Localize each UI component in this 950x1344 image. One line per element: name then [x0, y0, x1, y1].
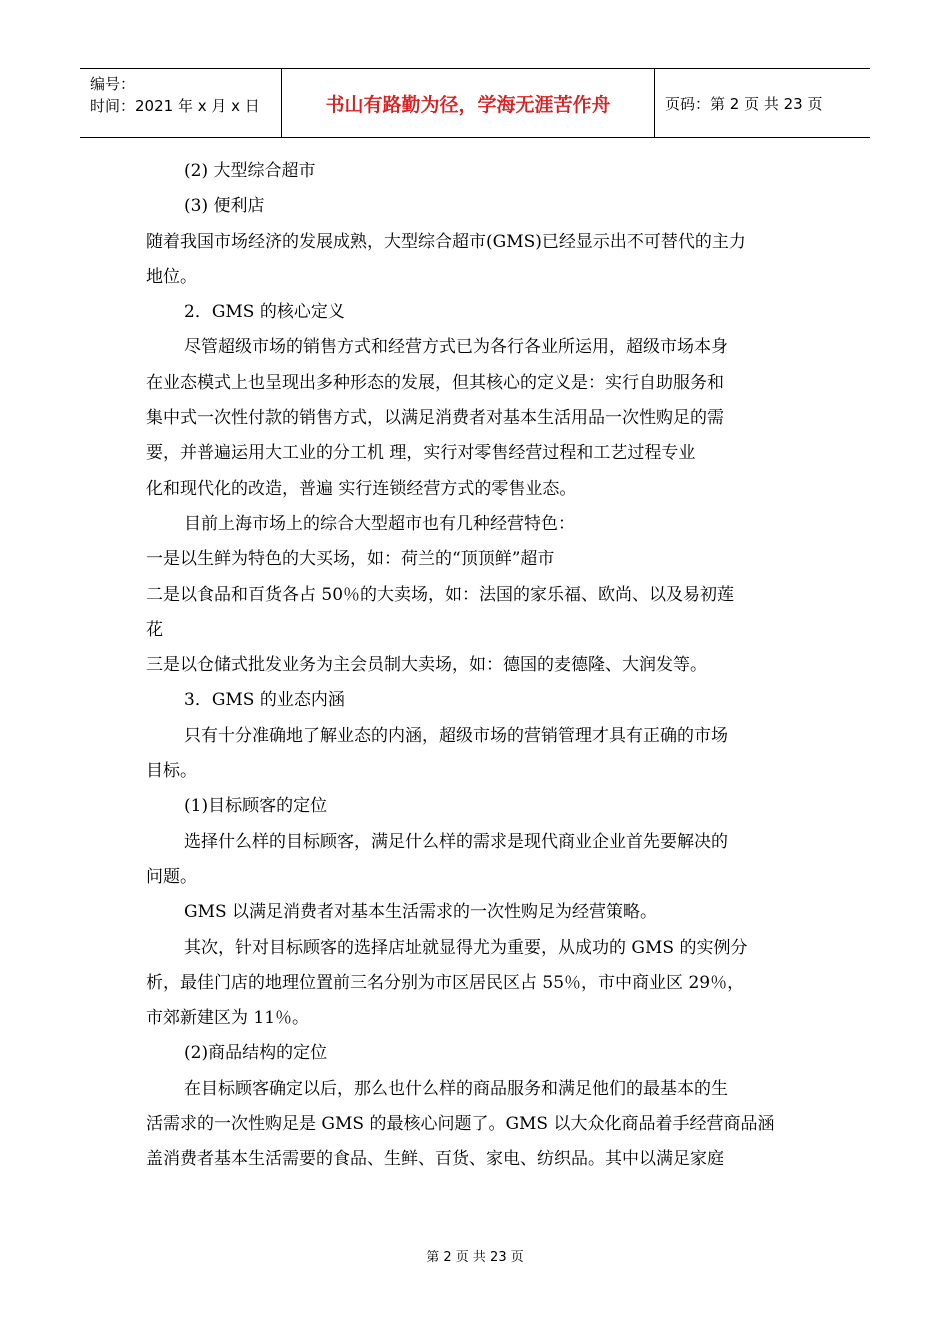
paragraph-line: 花 [146, 619, 163, 640]
header-page-label: 页码：第 2 页 共 23 页 [665, 94, 823, 113]
page-footer: 第 2 页 共 23 页 [426, 1250, 524, 1265]
paragraph-line: GMS 以满足消费者对基本生活需求的一次性购足为经营策略。 [184, 902, 658, 923]
paragraph-line: 盖消费者基本生活需要的食品、生鲜、百货、家电、纺织品。其中以满足家庭 [146, 1149, 724, 1170]
header-meta [80, 69, 282, 137]
paragraph-line: 地位。 [146, 266, 197, 287]
header-motto: 书山有路勤为径，学海无涯苦作舟 [282, 69, 655, 137]
paragraph-line: 只有十分准确地了解业态的内涵，超级市场的营销管理才具有正确的市场 [184, 725, 728, 746]
paragraph-line: 化和现代化的改造，普遍 实行连锁经营方式的零售业态。 [146, 478, 577, 499]
paragraph-line: 随着我国市场经济的发展成熟，大型综合超市(GMS)已经显示出不可替代的主力 [146, 231, 746, 252]
paragraph-line: 二是以食品和百货各占 50％的大卖场，如：法国的家乐福、欧尚、以及易初莲 [146, 584, 735, 605]
document-body [146, 154, 808, 1178]
paragraph-line: 尽管超级市场的销售方式和经营方式已为各行各业所运用，超级市场本身 [184, 337, 728, 358]
paragraph-line: 一是以生鲜为特色的大买场，如：荷兰的“顶顶鲜”超市 [146, 549, 555, 570]
subsection-heading: (1)目标顾客的定位 [184, 796, 328, 817]
paragraph-line: 问题。 [146, 866, 197, 887]
paragraph-line: 三是以仓储式批发业务为主会员制大卖场，如：德国的麦德隆、大润发等。 [146, 655, 707, 676]
time-label: 时间：2021 年 x 月 x 日 [90, 97, 260, 115]
paragraph-line: 在目标顾客确定以后，那么也什么样的商品服务和满足他们的最基本的生 [184, 1078, 728, 1099]
paragraph-line: 目标。 [146, 761, 197, 782]
number-label: 编号： [90, 75, 136, 93]
subsection-heading: (2)商品结构的定位 [184, 1043, 328, 1064]
paragraph-line: 在业态模式上也呈现出多种形态的发展，但其核心的定义是：实行自助服务和 [146, 372, 724, 393]
document-header [80, 68, 870, 138]
paragraph-line: 目前上海市场上的综合大型超市也有几种经营特色： [184, 513, 575, 534]
section-heading: 3．GMS 的业态内涵 [184, 690, 345, 711]
paragraph-line: 其次，针对目标顾客的选择店址就显得尤为重要，从成功的 GMS 的实例分 [184, 937, 748, 958]
paragraph-line: 选择什么样的目标顾客，满足什么样的需求是现代商业企业首先要解决的 [184, 831, 728, 852]
paragraph-line: 市郊新建区为 11％。 [146, 1008, 310, 1029]
list-item: (3) 便利店 [184, 196, 265, 217]
paragraph-line: 析，最佳门店的地理位置前三名分别为市区居民区占 55％，市中商业区 29％， [146, 972, 745, 993]
paragraph-line: 活需求的一次性购足是 GMS 的最核心问题了。GMS 以大众化商品着手经营商品涵 [146, 1114, 775, 1135]
list-item: (2) 大型综合超市 [184, 161, 316, 181]
paragraph-line: 集中式一次性付款的销售方式，以满足消费者对基本生活用品一次性购足的需 [146, 408, 724, 429]
section-heading: 2．GMS 的核心定义 [184, 302, 345, 323]
paragraph-line: 要，并普遍运用大工业的分工机 理，实行对零售经营过程和工艺过程专业 [146, 443, 696, 464]
